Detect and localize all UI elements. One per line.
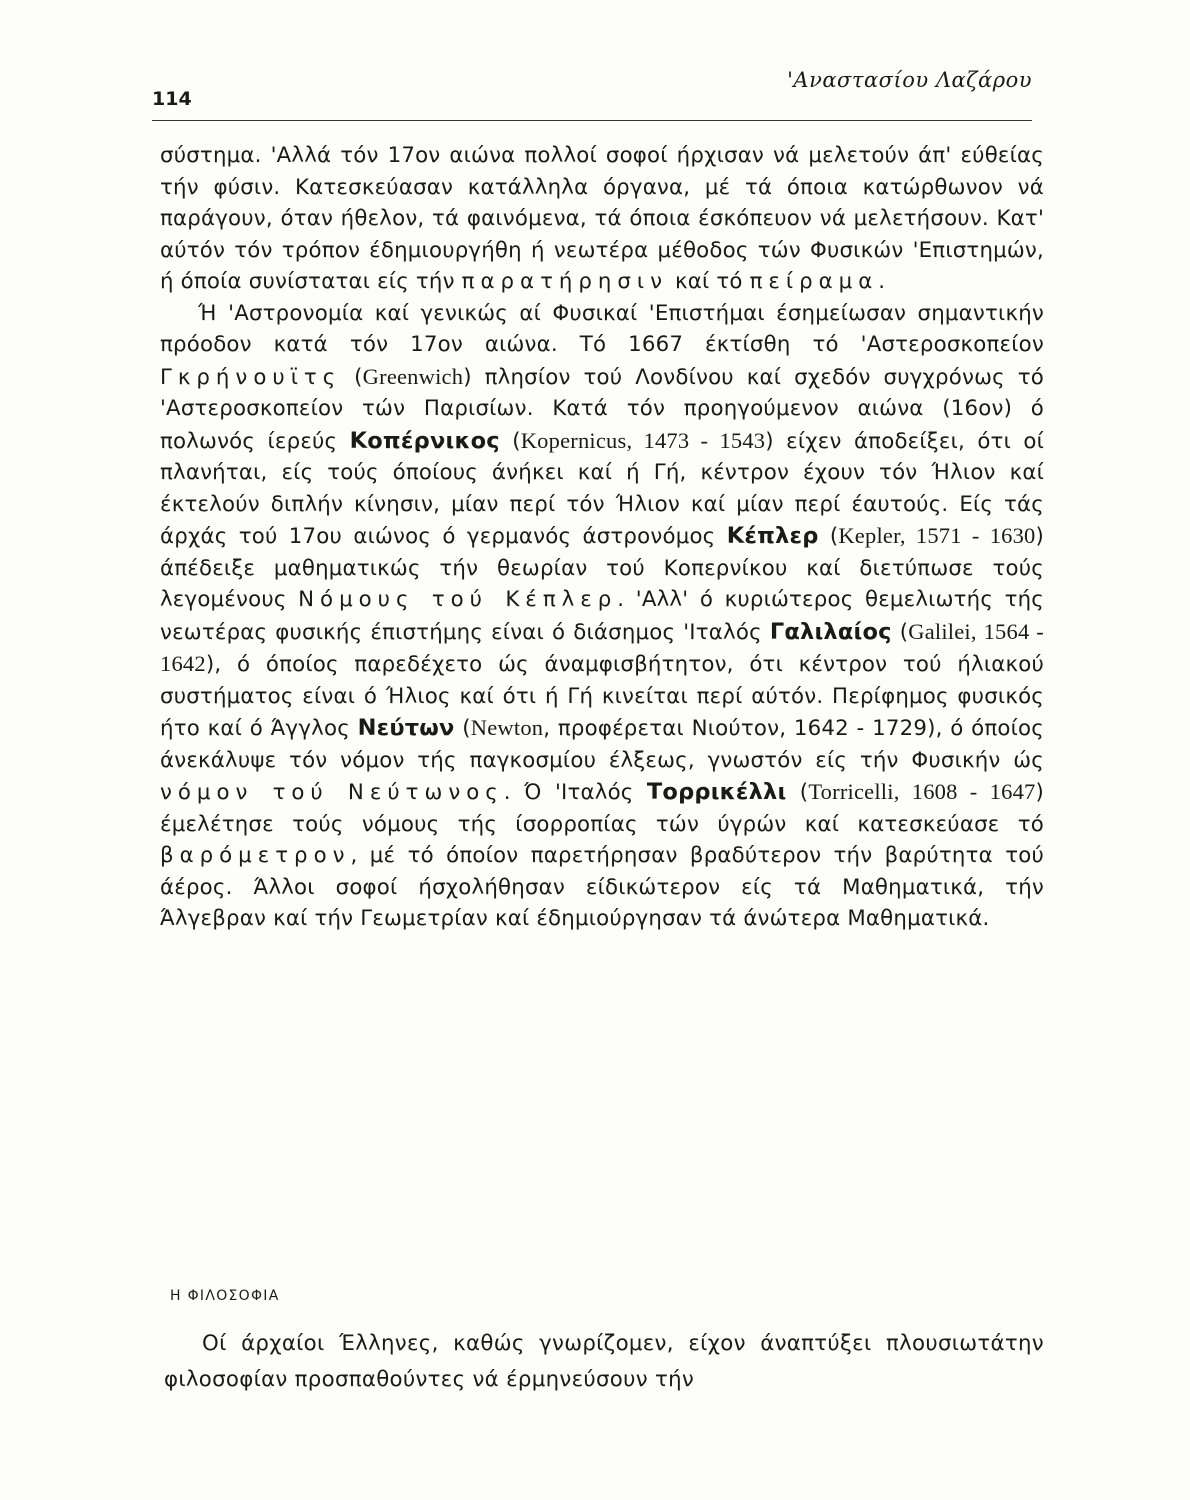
text-run: . 'Αλλ' ό κυριώτερος θεμελιωτής τής νεωτέρας φυσικής έπιστήμης είναι ό διάσημος 'Ιταλός bbox=[160, 587, 1044, 645]
paragraph-3: Οί άρχαίοι Έλληνες, καθώς γνωρίζομεν, είχον άναπτύξει πλουσιωτάτην φιλοσοφίαν προσπαθούντες νά έρμηνεύσουν τήν bbox=[164, 1331, 1044, 1392]
page-header bbox=[152, 68, 1032, 118]
text-run: ) είχεν άποδείξει, ότι οί πλανήται, είς τούς όποίους άνήκει καί ή Γή, κέντρον έχουν τόν Ήλιον καί έκτελούν διπλήν κίνησιν, μίαν περί τόν Ήλιον καί μίαν περί έαυτούς. Είς τάς άρχάς τού 17ου αιώνος ό γερμανός άστρονόμος bbox=[160, 428, 1044, 549]
text-run: . Ό 'Ιταλός bbox=[503, 780, 647, 805]
text-run: Ή 'Αστρονομία καί γενικώς αί Φυσικαί 'Επιστήμαι έσημείωσαν σημαντικήν πρόοδον κατά τόν 17ον αιώνα. Τό 1667 έκτίσθη τό 'Αστεροσκοπείον bbox=[160, 300, 1044, 357]
text-run: ( bbox=[891, 619, 909, 645]
spaced-term: βαρόμετρον bbox=[160, 843, 351, 868]
text-run: . bbox=[878, 269, 886, 294]
text-run: ( bbox=[499, 428, 521, 454]
header-rule bbox=[152, 120, 1032, 121]
text-run: ), ό όποίος παρεδέχετο ώς άναμφισβήτητον, ότι κέντρον τού ήλιακού συστήματος είναι ό Ήλιος καί ότι ή Γή κινείται περί αύτόν. Περίφημος φυσικός ήτο καί ό Άγγλος bbox=[160, 652, 1044, 741]
text-run: ( bbox=[341, 364, 363, 390]
latin-name: Galilei, 1564 - 1642 bbox=[160, 618, 1044, 676]
text-run: ) άπέδειξε μαθηματικώς τήν θεωρίαν τού Κοπερνίκου καί διετύπωσε τούς λεγομένους bbox=[160, 524, 1045, 612]
section-heading: Η ΦΙΛΟΣΟΦΙΑ bbox=[170, 1288, 280, 1304]
paragraph-2 bbox=[160, 298, 1044, 935]
main-text bbox=[160, 140, 1044, 935]
person-name: Νεύτων bbox=[357, 715, 455, 741]
text-run: σύστημα. 'Αλλά τόν 17ον αιώνα πολλοί σοφοί ήρχισαν νά μελετούν άπ' εύθείας τήν φύσιν. Κατεσκεύασαν κατάλληλα όργανα, μέ τά όποια κατώρθωνον νά παράγουν, όταν ήθελον, τά φαινόμενα, τά όποια έσκόπευον νά μελετήσουν. Κατ' αύτόν τόν τρόπον έδημιουργήθη ή νεωτέρα μέθοδος τών Φυσικών 'Επιστημών, ή όποία συνίσταται είς τήν bbox=[160, 143, 1044, 294]
text-run: καί τό bbox=[668, 269, 750, 294]
latin-name: Kepler, 1571 - 1630 bbox=[838, 523, 1036, 548]
text-run: ( bbox=[454, 716, 471, 741]
person-name: Τορρικέλλι bbox=[646, 779, 787, 805]
text-run: ( bbox=[786, 780, 809, 805]
latin-name: Greenwich bbox=[362, 363, 464, 389]
person-name: Κέπλερ bbox=[726, 523, 819, 549]
section-text bbox=[164, 1326, 1044, 1398]
paragraph-1 bbox=[160, 140, 1044, 298]
person-name: Γαλιλαίος bbox=[769, 618, 892, 645]
spaced-term: Νόμους τού Κέπλερ bbox=[298, 587, 618, 612]
person-name: Κοπέρνικος bbox=[349, 427, 500, 454]
spaced-term: νόμον τού Νεύτωνος bbox=[160, 780, 504, 805]
running-title: 'Αναστασίου Λαζάρου bbox=[787, 68, 1032, 92]
text-run: ( bbox=[818, 524, 839, 549]
text-run: ) έμελέτησε τούς νόμους τής ίσορροπίας τών ύγρών καί κατεσκεύασε τό bbox=[160, 780, 1044, 837]
text-run: ) πλησίον τού Λονδίνου καί σχεδόν συγχρόνως τό 'Αστεροσκοπείον τών Παρισίων. Κατά τόν προηγούμενον αιώνα (16ον) ό πολωνός ίερεύς bbox=[160, 364, 1044, 454]
spaced-term: Γκρήνουϊτς bbox=[160, 364, 342, 390]
text-run: , προφέρεται Νιούτον, 1642 - 1729), ό όποίος άνεκάλυψε τόν νόμον τής παγκοσμίου έλξεως, γνωστόν είς τήν Φυσικήν ώς bbox=[160, 716, 1044, 773]
page-number: 114 bbox=[152, 88, 192, 110]
latin-name: Torricelli, 1608 - 1647 bbox=[808, 779, 1036, 804]
spaced-term: παρατήρησιν bbox=[461, 269, 669, 294]
text-run: , μέ τό όποίον παρετήρησαν βραδύτερον τήν βαρύτητα τού άέρος. Άλλοι σοφοί ήσχολήθησαν είδικώτερον είς τά Μαθηματικά, τήν Άλγεβραν καί τήν Γεωμετρίαν καί έδημιούργησαν τά άνώτερα Μαθηματικά. bbox=[160, 843, 1044, 931]
latin-name: Newton bbox=[470, 715, 544, 740]
spaced-term: πείραμα bbox=[749, 269, 879, 294]
latin-name: Kopernicus, 1473 - 1543 bbox=[520, 427, 766, 453]
